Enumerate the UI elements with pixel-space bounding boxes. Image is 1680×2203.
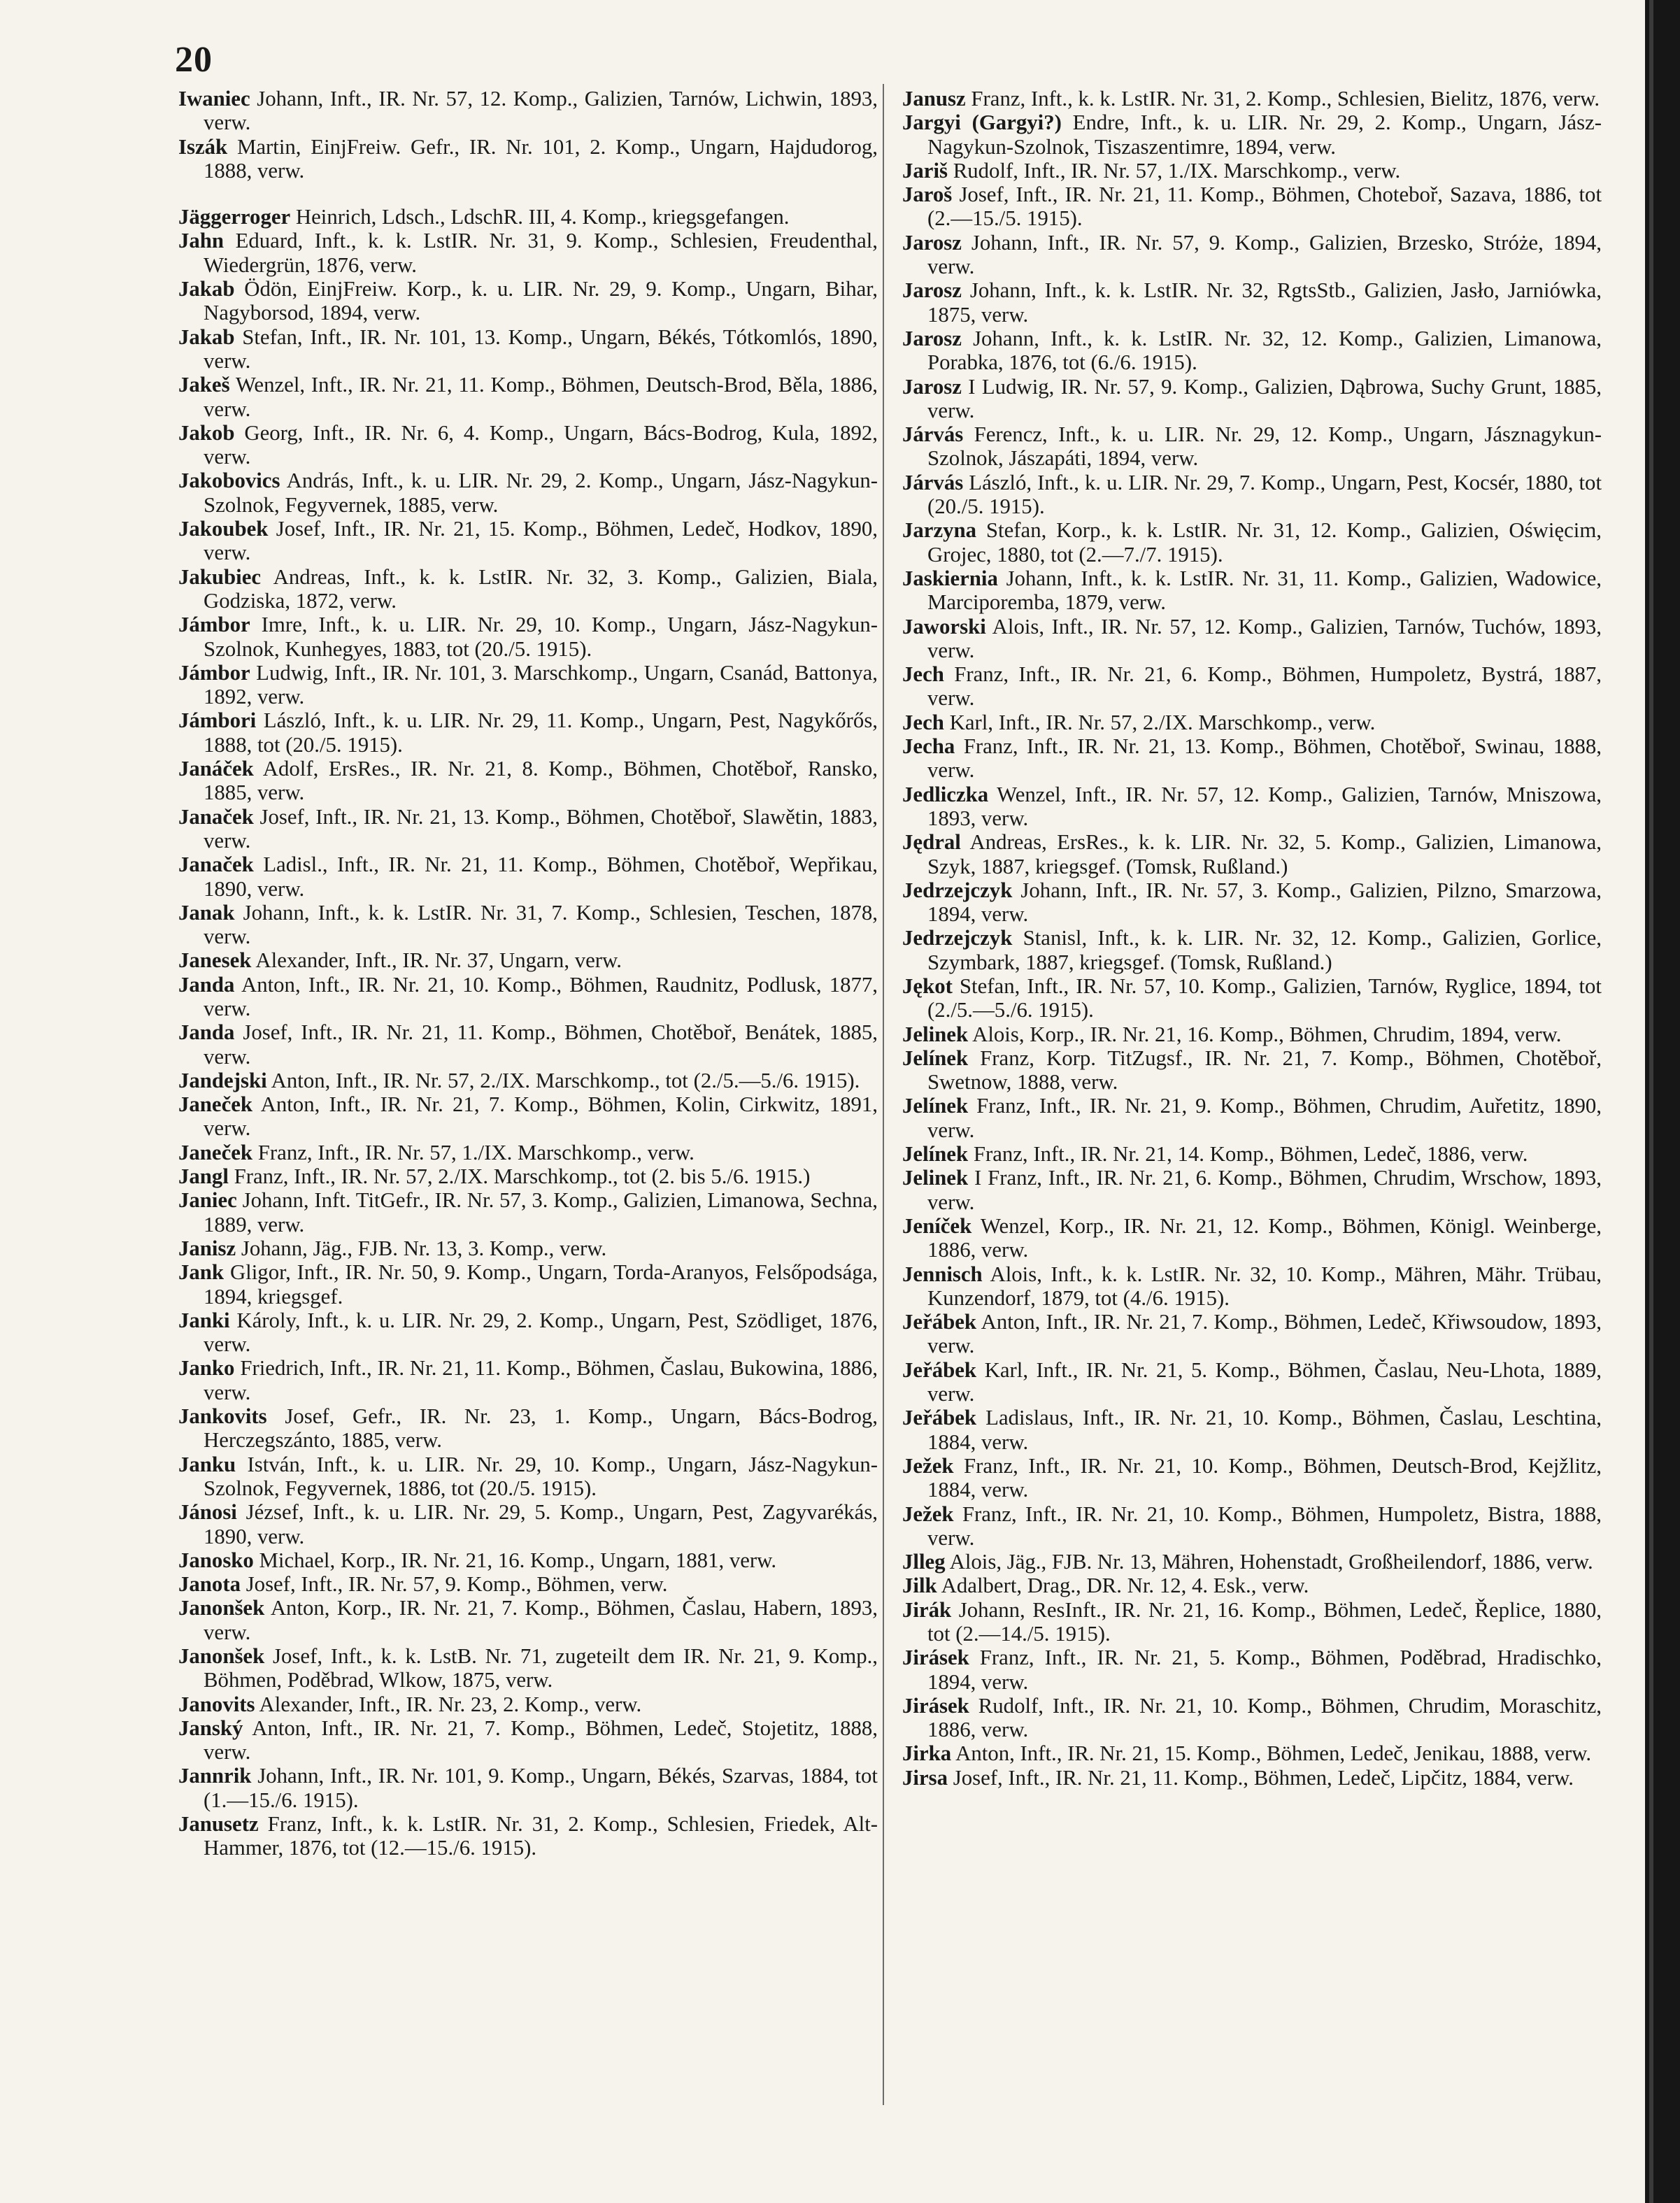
entry-details: Alois, Inft., k. k. LstIR. Nr. 32, 10. Komp., Mähren, Mähr. Trübau, Kunzendorf, 1879, tot (4./6. 1915). [927,1262,1602,1310]
entry-surname: Jaworski [902,614,986,639]
entry-details: Johann, Inft., IR. Nr. 57, 3. Komp., Galizien, Pilzno, Smarzowa, 1894, verw. [927,878,1602,927]
directory-entry [178,1764,878,1812]
directory-entry [902,159,1602,183]
entry-details: Johann, Inft., IR. Nr. 57, 12. Komp., Galizien, Tarnów, Lichwin, 1893, verw. [204,87,878,135]
directory-entry [178,1020,878,1069]
directory-entry [902,734,1602,783]
entry-surname: Jech [902,710,944,734]
entry-details: Alois, Inft., IR. Nr. 57, 12. Komp., Galizien, Tarnów, Tuchów, 1893, verw. [927,614,1602,662]
entry-surname: Janosko [178,1548,254,1572]
entry-details: Johann, Inft., k. k. LstIR. Nr. 32, RgtsStb., Galizien, Jasło, Jarniówka, 1875, verw. [927,278,1602,327]
directory-entry [902,1262,1602,1311]
directory-entry [178,613,878,661]
entry-details: Josef, Gefr., IR. Nr. 23, 1. Komp., Ungarn, Bács-Bodrog, Herczegszánto, 1885, verw. [204,1404,878,1453]
entry-details: Josef, Inft., IR. Nr. 21, 11. Komp., Böhmen, Chotěboř, Benátek, 1885, verw. [204,1020,878,1069]
entry-surname: Jelinek [902,1166,969,1190]
directory-entry [178,1188,878,1236]
entry-details: Georg, Inft., IR. Nr. 6, 4. Komp., Ungarn, Bács-Bodrog, Kula, 1892, verw. [204,420,878,469]
entry-surname: Jakob [178,420,235,445]
entry-surname: Janusetz [178,1812,259,1837]
column-divider [883,84,884,2105]
directory-entry [178,1548,878,1572]
directory-entry [178,421,878,469]
entry-details: Imre, Inft., k. u. LIR. Nr. 29, 10. Komp., Ungarn, Jász-Nagykun-Szolnok, Kunhegyes, 1883, tot (20./5. 1915). [204,613,878,661]
entry-details: Johann, Inft. TitGefr., IR. Nr. 57, 3. Komp., Galizien, Limanowa, Sechna, 1889, verw. [204,1188,878,1236]
entry-details: István, Inft., k. u. LIR. Nr. 29, 10. Komp., Ungarn, Jász-Nagykun-Szolnok, Fegyvernek, 1886, tot (20./5. 1915). [204,1452,878,1500]
directory-entry [178,517,878,565]
directory-entry [902,878,1602,927]
entry-details: Friedrich, Inft., IR. Nr. 21, 11. Komp., Böhmen, Časlau, Bukowina, 1886, verw. [204,1356,878,1404]
entry-surname: Jirák [902,1597,952,1622]
directory-entry [902,783,1602,831]
entry-surname: Jech [902,662,944,687]
directory-entry [902,1214,1602,1262]
entry-surname: Jargyi (Gargyi?) [902,110,1062,135]
directory-entry [178,973,878,1021]
entry-surname: Jariš [902,158,948,183]
directory-entry [178,661,878,709]
directory-entry [902,1766,1602,1790]
entry-details: Gligor, Inft., IR. Nr. 50, 9. Komp., Ungarn, Torda-Aranyos, Felsőpodsága, 1894, kriegsgef. [204,1260,878,1309]
entry-surname: Jędral [902,830,961,855]
entry-details: Wenzel, Inft., IR. Nr. 57, 12. Komp., Galizien, Tarnów, Mniszowa, 1893, verw. [927,782,1602,830]
entry-surname: Jannrik [178,1764,252,1788]
entry-details: Johann, Inft., IR. Nr. 57, 9. Komp., Galizien, Brzesko, Stróże, 1894, verw. [927,230,1602,279]
entry-details: Franz, Inft., k. k. LstIR. Nr. 31, 2. Komp., Schlesien, Bielitz, 1876, verw. [971,87,1600,110]
directory-entry [902,1694,1602,1742]
entry-details: Franz, Inft., IR. Nr. 21, 14. Komp., Böhmen, Ledeč, 1886, verw. [973,1142,1528,1167]
entry-surname: Járvás [902,422,964,447]
entry-details: Alexander, Inft., IR. Nr. 37, Ungarn, verw. [255,948,622,973]
entry-details: Károly, Inft., k. u. LIR. Nr. 29, 2. Komp., Ungarn, Pest, Szödliget, 1876, verw. [204,1308,878,1357]
entry-surname: Janský [178,1716,243,1740]
entry-surname: Jarosz [902,278,962,303]
directory-entry [902,926,1602,974]
directory-entry [178,1716,878,1764]
directory-entry [178,1309,878,1357]
entry-surname: Jaroš [902,183,953,207]
entry-surname: Jelínek [902,1046,969,1070]
entry-surname: Jelínek [902,1142,969,1167]
directory-entry [178,87,878,135]
entry-surname: Jakoubek [178,517,269,541]
entry-surname: Jankovits [178,1404,267,1429]
entry-surname: Janaček [178,853,254,877]
entry-details: Jézsef, Inft., k. u. LIR. Nr. 29, 5. Komp., Ungarn, Pest, Zagyvarékás, 1890, verw. [204,1500,878,1548]
directory-entry [178,1596,878,1644]
directory-entry [902,1022,1602,1046]
entry-details: Franz, Inft., IR. Nr. 21, 6. Komp., Böhmen, Humpoletz, Bystrá, 1887, verw. [927,662,1602,711]
entry-details: Anton, Inft., IR. Nr. 57, 2./IX. Marschkomp., tot (2./5.—5./6. 1915). [271,1068,860,1092]
directory-entry [178,1572,878,1596]
entry-surname: Jelínek [902,1094,969,1118]
entry-details: Ladislaus, Inft., IR. Nr. 21, 10. Komp., Böhmen, Časlau, Leschtina, 1884, verw. [927,1406,1602,1454]
entry-details: Alois, Korp., IR. Nr. 21, 16. Komp., Böhmen, Chrudim, 1894, verw. [972,1022,1562,1046]
entry-surname: Janeček [178,1092,253,1117]
entry-details: Josef, Inft., IR. Nr. 21, 11. Komp., Böhmen, Choteboř, Sazava, 1886, tot (2.—15./5. 1915). [927,183,1602,231]
entry-details: Alois, Jäg., FJB. Nr. 13, Mähren, Hohenstadt, Großheilendorf, 1886, verw. [949,1550,1593,1574]
entry-details: Johann, Jäg., FJB. Nr. 13, 3. Komp., verw. [241,1236,607,1260]
entry-details: Ödön, EinjFreiw. Korp., k. u. LIR. Nr. 29, 9. Komp., Ungarn, Bihar, Nagyborsod, 1894, verw. [204,277,878,325]
entry-surname: Jaskiernia [902,566,998,590]
entry-details: Franz, Inft., IR. Nr. 21, 9. Komp., Böhmen, Chrudim, Auřetitz, 1890, verw. [927,1094,1602,1142]
entry-details: Franz, Inft., IR. Nr. 21, 10. Komp., Böhmen, Deutsch-Brod, Kejžlitz, 1884, verw. [927,1453,1602,1502]
entry-surname: Janaček [178,804,254,829]
entry-details: Johann, Inft., k. k. LstIR. Nr. 32, 12. Komp., Galizien, Limanowa, Porabka, 1876, tot (6./6. 1915). [927,326,1602,375]
directory-entry [902,615,1602,663]
entry-surname: Jękot [902,974,953,998]
entry-details: Josef, Inft., k. k. LstB. Nr. 71, zugeteilt dem IR. Nr. 21, 9. Komp., Böhmen, Poděbrad, Wlkow, 1875, verw. [204,1644,878,1692]
entry-surname: Jahn [178,229,225,253]
entry-surname: Jakeš [178,373,230,397]
entry-details: Wenzel, Inft., IR. Nr. 21, 11. Komp., Böhmen, Deutsch-Brod, Běla, 1886, verw. [204,373,878,421]
entry-surname: Jandejski [178,1068,267,1092]
entry-details: Johann, Inft., k. k. LstIR. Nr. 31, 7. Komp., Schlesien, Teschen, 1878, verw. [204,900,878,949]
entry-surname: Janonšek [178,1644,265,1668]
entry-surname: Jakab [178,325,235,349]
directory-entry [902,1598,1602,1646]
entry-surname: Jeřábek [902,1310,977,1334]
entry-surname: Jeřábek [902,1357,977,1382]
directory-entry [178,1236,878,1260]
entry-details: Karl, Inft., IR. Nr. 57, 2./IX. Marschkomp., verw. [949,710,1376,734]
entry-surname: Jank [178,1260,225,1285]
entry-surname: Janak [178,900,235,925]
entry-surname: Janki [178,1308,230,1332]
directory-entry [902,974,1602,1022]
directory-entry [902,518,1602,566]
directory-entry [902,1094,1602,1142]
directory-entry [178,469,878,517]
entry-surname: Janisz [178,1236,236,1260]
directory-entry [902,1310,1602,1358]
entry-surname: Jámbori [178,708,257,733]
directory-entry [902,183,1602,231]
entry-details: Andreas, ErsRes., k. k. LIR. Nr. 32, 5. Komp., Galizien, Limanowa, Szyk, 1887, kriegsgef. (Tomsk, Rußland.) [927,830,1602,878]
entry-details: Andreas, Inft., k. k. LstIR. Nr. 32, 3. Komp., Galizien, Biala, Godziska, 1872, verw. [204,564,878,613]
entry-details: Karl, Inft., IR. Nr. 21, 5. Komp., Böhmen, Časlau, Neu-Lhota, 1889, verw. [927,1357,1602,1406]
entry-surname: Iszák [178,134,228,159]
entry-surname: Janovits [178,1692,255,1716]
page-number: 20 [175,40,213,80]
entry-surname: Jeníček [902,1213,972,1238]
entry-surname: Jäggerroger [178,205,291,229]
directory-entry [178,135,878,183]
entry-details: Anton, Korp., IR. Nr. 21, 7. Komp., Böhmen, Časlau, Habern, 1893, verw. [204,1596,878,1644]
entry-surname: Jedrzejczyk [902,878,1013,902]
entry-surname: Jecha [902,734,955,759]
entry-details: Josef, Inft., IR. Nr. 57, 9. Komp., Böhmen, verw. [245,1572,668,1597]
directory-entry [902,830,1602,878]
entry-surname: Jilk [902,1574,937,1598]
entry-details: Stefan, Inft., IR. Nr. 57, 10. Komp., Galizien, Tarnów, Ryglice, 1894, tot (2./5.—5./6. 1915). [927,974,1602,1022]
entry-surname: Jedrzejczyk [902,926,1013,950]
directory-entry [902,1741,1602,1765]
entry-details: Johann, ResInft., IR. Nr. 21, 16. Komp., Böhmen, Ledeč, Řeplice, 1880, tot (2.—14./5. 1915). [927,1597,1602,1646]
entry-details: Ladisl., Inft., IR. Nr. 21, 11. Komp., Böhmen, Chotěboř, Wepřikau, 1890, verw. [204,853,878,901]
entry-details: Anton, Inft., IR. Nr. 21, 7. Komp., Böhmen, Ledeč, Křiwsoudow, 1893, verw. [927,1310,1602,1358]
directory-entry [902,1550,1602,1574]
entry-surname: Jarosz [902,374,962,399]
entry-details: Martin, EinjFreiw. Gefr., IR. Nr. 101, 2. Komp., Ungarn, Hajdudorog, 1888, verw. [204,134,878,183]
directory-entry [178,205,878,229]
directory-entry [902,566,1602,615]
entry-details: Adolf, ErsRes., IR. Nr. 21, 8. Komp., Böhmen, Chotěboř, Ransko, 1885, verw. [204,757,878,805]
directory-entry [902,231,1602,279]
right-column [902,87,1602,1790]
entry-details: Josef, Inft., IR. Nr. 21, 13. Komp., Böhmen, Chotěboř, Slawětin, 1883, verw. [204,804,878,853]
entry-details: Wenzel, Korp., IR. Nr. 21, 12. Komp., Böhmen, Königl. Weinberge, 1886, verw. [927,1213,1602,1262]
directory-entry [902,711,1602,734]
directory-entry [178,229,878,277]
entry-details: Michael, Korp., IR. Nr. 21, 16. Komp., Ungarn, 1881, verw. [259,1548,777,1572]
entry-details: László, Inft., k. u. LIR. Nr. 29, 11. Komp., Ungarn, Pest, Nagykőrős, 1888, tot (20./5. 1915). [204,708,878,757]
directory-entry [902,1406,1602,1454]
entry-surname: Jámbor [178,660,250,685]
directory-entry [902,1166,1602,1214]
directory-entry [902,662,1602,711]
directory-entry [178,1404,878,1453]
entry-details: Anton, Inft., IR. Nr. 21, 15. Komp., Böhmen, Ledeč, Jenikau, 1888, verw. [955,1741,1592,1766]
entry-details: Johann, Inft., IR. Nr. 101, 9. Komp., Ungarn, Békés, Szarvas, 1884, tot (1.—15./6. 1915). [204,1764,878,1812]
directory-entry [902,375,1602,423]
entry-surname: Janesek [178,948,252,973]
directory-entry [178,565,878,613]
entry-surname: Jámbor [178,613,250,637]
entry-surname: Jirásek [902,1693,969,1718]
directory-entry [178,373,878,421]
directory-entry [902,278,1602,327]
entry-surname: Janonšek [178,1596,265,1620]
entry-details: Stanisl, Inft., k. k. LIR. Nr. 32, 12. Komp., Galizien, Gorlice, Szymbark, 1887, kriegsgef. (Tomsk, Rußland.) [927,926,1602,974]
entry-details: Eduard, Inft., k. k. LstIR. Nr. 31, 9. Komp., Schlesien, Freudenthal, Wiedergrün, 1876, verw. [204,229,878,277]
entry-surname: Jarzyna [902,518,977,543]
entry-details: László, Inft., k. u. LIR. Nr. 29, 7. Komp., Ungarn, Pest, Kocsér, 1880, tot (20./5. 1915). [927,470,1602,519]
entry-details: I Franz, Inft., IR. Nr. 21, 6. Komp., Böhmen, Chrudim, Wrschow, 1893, verw. [927,1166,1602,1214]
entry-details: Heinrich, Ldsch., LdschR. III, 4. Komp., kriegsgefangen. [295,205,790,229]
entry-details: Franz, Inft., IR. Nr. 21, 5. Komp., Böhmen, Poděbrad, Hradischko, 1894, verw. [927,1646,1602,1694]
entry-details: Endre, Inft., k. u. LIR. Nr. 29, 2. Komp., Ungarn, Jász-Nagykun-Szolnok, Tiszaszentimre, 1894, verw. [927,110,1602,159]
entry-surname: Jánosi [178,1500,237,1525]
directory-entry [178,325,878,373]
directory-entry [902,1046,1602,1095]
entry-details: Rudolf, Inft., IR. Nr. 57, 1./IX. Marschkomp., verw. [953,158,1401,183]
entry-surname: Jirsa [902,1765,948,1790]
entry-surname: Jeřábek [902,1406,977,1430]
entry-surname: Jennisch [902,1262,983,1286]
entry-surname: Janda [178,972,235,997]
entry-details: I Ludwig, IR. Nr. 57, 9. Komp., Galizien, Dąbrowa, Suchy Grunt, 1885, verw. [927,374,1602,422]
entry-surname: Janiec [178,1188,237,1213]
entry-details: Adalbert, Drag., DR. Nr. 12, 4. Esk., verw. [941,1574,1309,1598]
directory-entry [902,110,1602,159]
directory-entry [178,1453,878,1501]
entry-details: Josef, Inft., IR. Nr. 21, 15. Komp., Böhmen, Ledeč, Hodkov, 1890, verw. [204,517,878,565]
directory-entry [178,1500,878,1548]
entry-surname: Jelinek [902,1022,969,1046]
directory-entry [902,87,1602,110]
entry-details: Anton, Inft., IR. Nr. 21, 7. Komp., Böhmen, Kolin, Cirkwitz, 1891, verw. [204,1092,878,1141]
directory-entry [178,1356,878,1404]
directory-entry [902,1454,1602,1502]
entry-surname: Janko [178,1356,235,1381]
directory-entry [178,277,878,325]
scan-edge-shadow [1645,0,1680,2203]
entry-surname: Jakubiec [178,564,262,589]
entry-details: András, Inft., k. u. LIR. Nr. 29, 2. Komp., Ungarn, Jász-Nagykun-Szolnok, Fegyvernek, 1885, verw. [204,469,878,517]
entry-surname: Jirásek [902,1646,969,1670]
directory-entry [178,1069,878,1092]
directory-entry [902,422,1602,471]
entry-surname: Janusz [902,87,966,110]
entry-details: Anton, Inft., IR. Nr. 21, 10. Komp., Böhmen, Raudnitz, Podlusk, 1877, verw. [204,972,878,1020]
entry-details: Franz, Inft., IR. Nr. 21, 13. Komp., Böhmen, Chotěboř, Swinau, 1888, verw. [927,734,1602,783]
entry-details: Rudolf, Inft., IR. Nr. 21, 10. Komp., Böhmen, Chrudim, Moraschitz, 1886, verw. [927,1693,1602,1742]
entry-details: Franz, Inft., k. k. LstIR. Nr. 31, 2. Komp., Schlesien, Friedek, Alt-Hammer, 1876, tot (12.—15./6. 1915). [204,1812,878,1860]
entry-surname: Járvás [902,470,964,494]
entry-surname: Jirka [902,1741,952,1766]
directory-entry [178,1164,878,1188]
entry-surname: Jarosz [902,230,962,255]
entry-details: Stefan, Korp., k. k. LstIR. Nr. 31, 12. Komp., Galizien, Oświęcim, Grojec, 1880, tot (2.—7./7. 1915). [927,518,1602,566]
directory-entry [178,805,878,853]
directory-entry [178,708,878,757]
entry-details: Johann, Inft., k. k. LstIR. Nr. 31, 11. Komp., Galizien, Wadowice, Marciporemba, 1879, verw. [927,566,1602,615]
entry-surname: Janku [178,1452,236,1476]
entry-surname: Jangl [178,1164,229,1189]
entry-surname: Iwaniec [178,87,250,110]
directory-entry [178,948,878,972]
directory-entry [902,1358,1602,1406]
directory-entry [178,757,878,805]
entry-details: Franz, Inft., IR. Nr. 57, 2./IX. Marschkomp., tot (2. bis 5./6. 1915.) [234,1164,811,1189]
directory-entry [178,853,878,901]
directory-entry [902,327,1602,375]
directory-entry [178,1092,878,1141]
entry-surname: Jlleg [902,1550,946,1574]
directory-entry [178,1644,878,1692]
entry-details: Alexander, Inft., IR. Nr. 23, 2. Komp., verw. [259,1692,642,1716]
entry-surname: Ježek [902,1453,954,1478]
entry-details: Josef, Inft., IR. Nr. 21, 11. Komp., Böhmen, Ledeč, Lipčitz, 1884, verw. [953,1765,1574,1790]
directory-entry [902,1502,1602,1550]
directory-entry [902,1646,1602,1694]
entry-surname: Jakab [178,277,235,301]
entry-details: Franz, Inft., IR. Nr. 57, 1./IX. Marschkomp., verw. [257,1140,695,1164]
entry-details: Franz, Inft., IR. Nr. 21, 10. Komp., Böhmen, Humpoletz, Bistra, 1888, verw. [927,1502,1602,1550]
directory-entry [902,1574,1602,1597]
entry-details: Anton, Inft., IR. Nr. 21, 7. Komp., Böhmen, Ledeč, Stojetitz, 1888, verw. [204,1716,878,1764]
entry-surname: Jedliczka [902,782,989,806]
directory-entry [902,471,1602,519]
entry-surname: Janeček [178,1140,253,1164]
entry-surname: Ježek [902,1502,954,1526]
directory-entry [178,1260,878,1309]
directory-entry [902,1142,1602,1166]
entry-details: Ludwig, Inft., IR. Nr. 101, 3. Marschkomp., Ungarn, Csanád, Battonya, 1892, verw. [204,660,878,709]
directory-entry [178,901,878,949]
entry-details: Franz, Korp. TitZugsf., IR. Nr. 21, 7. Komp., Böhmen, Chotěboř, Swetnow, 1888, verw. [927,1046,1602,1095]
directory-entry [178,1812,878,1860]
entry-details: Stefan, Inft., IR. Nr. 101, 13. Komp., Ungarn, Békés, Tótkomlós, 1890, verw. [204,325,878,373]
entry-details: Ferencz, Inft., k. u. LIR. Nr. 29, 12. Komp., Ungarn, Jásznagykun-Szolnok, Jászapáti, 1894, verw. [927,422,1602,471]
entry-surname: Janota [178,1572,241,1597]
left-column [178,87,878,1860]
entry-surname: Janáček [178,757,254,781]
directory-entry [178,1692,878,1716]
entry-surname: Jakobovics [178,469,280,493]
entry-surname: Janda [178,1020,235,1045]
entry-surname: Jarosz [902,326,962,350]
directory-entry [178,1141,878,1164]
